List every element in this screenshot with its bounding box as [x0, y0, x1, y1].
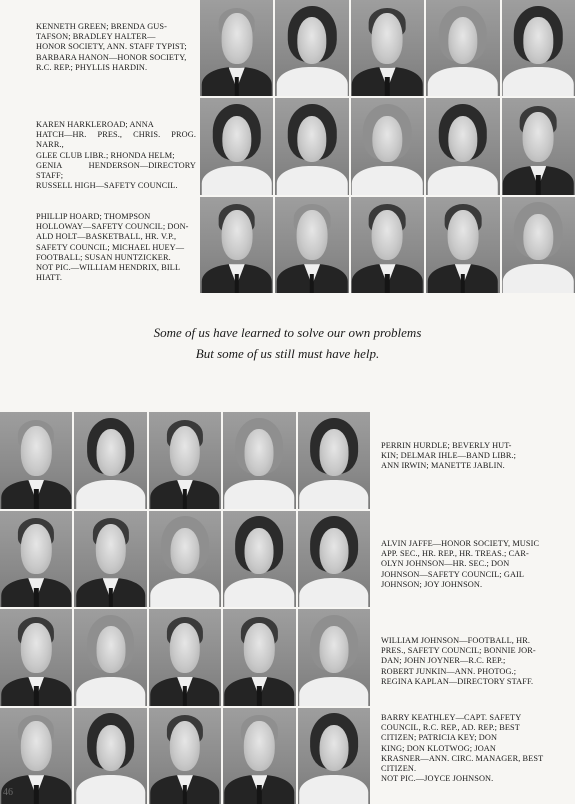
- bottom-portrait-grid: [0, 412, 370, 804]
- student-portrait-photo: [351, 197, 424, 293]
- student-portrait-photo: [74, 609, 146, 706]
- student-portrait-photo: [149, 511, 221, 608]
- caption-line: APP. SEC., HR. REP., HR. TREAS.; CAR-: [381, 549, 529, 559]
- caption-line: RUSSELL HIGH—SAFETY COUNCIL.: [36, 181, 178, 191]
- student-portrait-photo: [149, 412, 221, 509]
- caption-line: COUNCIL, R.C. REP., AD. REP.; BEST: [381, 723, 520, 733]
- student-portrait-photo: [426, 98, 499, 194]
- student-portrait-photo: [298, 609, 370, 706]
- student-portrait-photo: [74, 708, 146, 804]
- student-portrait-photo: [351, 0, 424, 96]
- student-portrait-photo: [275, 0, 348, 96]
- motto-line-1: Some of us have learned to solve our own problems: [153, 325, 422, 340]
- caption-line: ROBERT JUNKIN—ANN. PHOTOG.;: [381, 666, 517, 676]
- student-portrait-photo: [298, 511, 370, 608]
- caption-line: OLYN JOHNSON—HR. SEC.; DON: [381, 559, 510, 569]
- motto: [0, 322, 575, 364]
- caption-line: PRES., SAFETY COUNCIL; BONNIE JOR-: [381, 646, 536, 656]
- student-portrait-photo: [426, 197, 499, 293]
- motto-line-2: But some of us still must have help.: [195, 346, 380, 361]
- student-portrait-photo: [223, 609, 295, 706]
- caption-line: HATCH—HR. PRES., CHRIS. PROG. NARR.,: [36, 130, 196, 150]
- page-number: 46: [3, 787, 13, 798]
- caption-top-2: [36, 120, 196, 191]
- student-portrait-photo: [298, 708, 370, 804]
- caption-line: TAFSON; BRADLEY HALTER—: [36, 32, 156, 42]
- caption-line: REGINA KAPLAN—DIRECTORY STAFF.: [381, 676, 534, 686]
- student-portrait-photo: [275, 98, 348, 194]
- student-portrait-photo: [223, 412, 295, 509]
- caption-line: JOHNSON—SAFETY COUNCIL; GAIL: [381, 569, 525, 579]
- caption-bottom-3: [381, 636, 561, 687]
- caption-line: FOOTBALL; SUSAN HUNTZICKER.: [36, 252, 171, 262]
- student-portrait-photo: [502, 197, 575, 293]
- student-portrait-photo: [426, 0, 499, 96]
- caption-line: SAFETY COUNCIL; MICHAEL HUEY—: [36, 242, 185, 252]
- caption-line: HOLLOWAY—SAFETY COUNCIL; DON-: [36, 222, 189, 232]
- student-portrait-photo: [200, 0, 273, 96]
- caption-line: GLEE CLUB LIBR.; RHONDA HELM;: [36, 150, 175, 160]
- caption-bottom-4: [381, 713, 561, 784]
- caption-line: CITIZEN.: [381, 764, 417, 774]
- caption-line: PHILLIP HOARD; THOMPSON: [36, 212, 151, 221]
- caption-line: BARBARA HANON—HONOR SOCIETY,: [36, 52, 187, 62]
- student-portrait-photo: [298, 412, 370, 509]
- caption-line: HIATT.: [36, 273, 63, 283]
- student-portrait-photo: [223, 511, 295, 608]
- student-portrait-photo: [74, 412, 146, 509]
- student-portrait-photo: [0, 412, 72, 509]
- student-portrait-photo: [275, 197, 348, 293]
- caption-line: KRASNER—ANN. CIRC. MANAGER, BEST: [381, 753, 544, 763]
- student-portrait-photo: [502, 98, 575, 194]
- caption-line: NOT PIC.—WILLIAM HENDRIX, BILL: [36, 263, 181, 273]
- student-portrait-photo: [0, 511, 72, 608]
- caption-line: HONOR SOCIETY, ANN. STAFF TYPIST;: [36, 42, 187, 52]
- caption-line: R.C. REP.; PHYLLIS HARDIN.: [36, 62, 148, 72]
- caption-bottom-2: [381, 539, 561, 590]
- caption-line: NOT PIC.—JOYCE JOHNSON.: [381, 774, 494, 784]
- caption-line: BARRY KEATHLEY—CAPT. SAFETY: [381, 713, 522, 722]
- student-portrait-photo: [502, 0, 575, 96]
- caption-line: ALD HOLT—BASKETBALL, HR. V.P.,: [36, 232, 177, 242]
- student-portrait-photo: [149, 708, 221, 804]
- caption-top-1: [36, 22, 196, 73]
- caption-top-3: [36, 212, 196, 283]
- caption-line: CITIZEN; PATRICIA KEY; DON: [381, 733, 498, 743]
- caption-line: PERRIN HURDLE; BEVERLY HUT-: [381, 441, 512, 450]
- caption-bottom-1: [381, 441, 561, 472]
- student-portrait-photo: [149, 609, 221, 706]
- caption-line: KIN; DELMAR IHLE—BAND LIBR.;: [381, 451, 517, 461]
- student-portrait-photo: [223, 708, 295, 804]
- caption-line: ALVIN JAFFE—HONOR SOCIETY, MUSIC: [381, 539, 540, 548]
- caption-line: KING; DON KLOTWOG; JOAN: [381, 743, 496, 753]
- student-portrait-photo: [74, 511, 146, 608]
- caption-line: ANN IRWIN; MANETTE JABLIN.: [381, 461, 505, 471]
- caption-line: KAREN HARKLEROAD; ANNA: [36, 120, 154, 129]
- caption-line: KENNETH GREEN; BRENDA GUS-: [36, 22, 167, 31]
- caption-line: DAN; JOHN JOYNER—R.C. REP.;: [381, 656, 506, 666]
- student-portrait-photo: [0, 609, 72, 706]
- student-portrait-photo: [200, 98, 273, 194]
- top-portrait-grid: [200, 0, 575, 293]
- caption-line: JOHNSON; JOY JOHNSON.: [381, 579, 483, 589]
- caption-line: WILLIAM JOHNSON—FOOTBALL, HR.: [381, 636, 531, 645]
- student-portrait-photo: [200, 197, 273, 293]
- caption-line: GENIA HENDERSON—DIRECTORY STAFF;: [36, 160, 196, 181]
- student-portrait-photo: [351, 98, 424, 194]
